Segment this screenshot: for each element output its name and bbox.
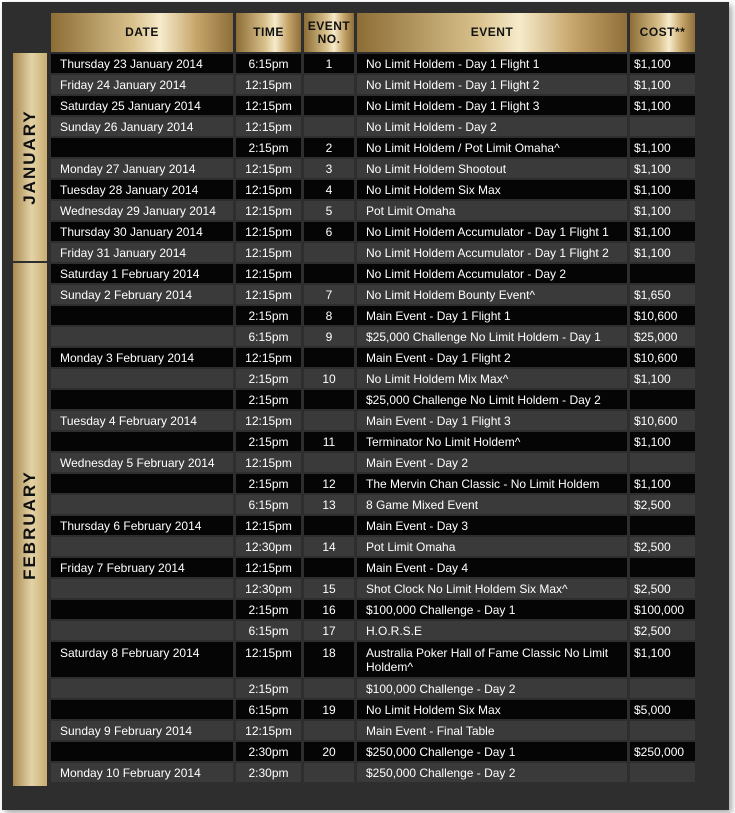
month-label-february <box>13 263 47 786</box>
cell-event-no: 16 <box>304 600 354 619</box>
cell-date <box>51 474 233 493</box>
cell-event: No Limit Holdem Shootout <box>357 159 627 178</box>
cell-date <box>51 432 233 451</box>
cell-time: 6:15pm <box>236 54 301 73</box>
table-row <box>48 431 698 452</box>
cell-event-no <box>304 721 354 740</box>
cell-event-no: 4 <box>304 180 354 199</box>
cell-date: Friday 24 January 2014 <box>51 75 233 94</box>
cell-time: 6:15pm <box>236 621 301 640</box>
cell-cost <box>630 679 695 698</box>
cell-event: No Limit Holdem - Day 1 Flight 2 <box>357 75 627 94</box>
cell-event-no: 8 <box>304 306 354 325</box>
cell-time: 12:15pm <box>236 117 301 136</box>
cell-cost <box>630 117 695 136</box>
table-row <box>48 536 698 557</box>
table-row <box>48 305 698 326</box>
cell-time: 2:15pm <box>236 390 301 409</box>
month-label-january <box>13 53 47 261</box>
cell-event: $250,000 Challenge - Day 2 <box>357 763 627 782</box>
cell-event: No Limit Holdem Mix Max^ <box>357 369 627 388</box>
cell-event-no: 17 <box>304 621 354 640</box>
cell-time: 12:15pm <box>236 222 301 241</box>
cell-date <box>51 621 233 640</box>
cell-event-no: 1 <box>304 54 354 73</box>
table-row <box>48 116 698 137</box>
cell-date: Saturday 1 February 2014 <box>51 264 233 283</box>
cell-event: Main Event - Day 3 <box>357 516 627 535</box>
cell-date: Sunday 2 February 2014 <box>51 285 233 304</box>
cell-cost <box>630 558 695 577</box>
cell-cost: $1,650 <box>630 285 695 304</box>
cell-event-no <box>304 75 354 94</box>
cell-cost: $1,100 <box>630 201 695 220</box>
cell-time: 2:15pm <box>236 474 301 493</box>
cell-event-no <box>304 117 354 136</box>
cell-event: $250,000 Challenge - Day 1 <box>357 742 627 761</box>
cell-cost: $1,100 <box>630 222 695 241</box>
cell-time: 12:15pm <box>236 75 301 94</box>
cell-date: Saturday 25 January 2014 <box>51 96 233 115</box>
cell-time: 12:15pm <box>236 516 301 535</box>
cell-cost: $10,600 <box>630 306 695 325</box>
cell-event-no: 18 <box>304 642 354 677</box>
table-row <box>48 347 698 368</box>
cell-date: Tuesday 28 January 2014 <box>51 180 233 199</box>
cell-date: Wednesday 29 January 2014 <box>51 201 233 220</box>
cell-event: Main Event - Day 1 Flight 2 <box>357 348 627 367</box>
cell-date <box>51 369 233 388</box>
cell-time: 2:15pm <box>236 306 301 325</box>
table-row <box>48 95 698 116</box>
table-row <box>48 53 698 74</box>
table-row <box>48 242 698 263</box>
cell-event-no <box>304 558 354 577</box>
cell-date: Sunday 26 January 2014 <box>51 117 233 136</box>
cell-event: Shot Clock No Limit Holdem Six Max^ <box>357 579 627 598</box>
month-label-text: JANUARY <box>20 109 40 205</box>
table-row <box>48 179 698 200</box>
cell-event: No Limit Holdem - Day 2 <box>357 117 627 136</box>
table-row <box>48 720 698 741</box>
header-cost: COST** <box>630 13 695 52</box>
cell-cost: $10,600 <box>630 411 695 430</box>
cell-event: $100,000 Challenge - Day 2 <box>357 679 627 698</box>
cell-event-no: 19 <box>304 700 354 719</box>
cell-cost <box>630 390 695 409</box>
cell-event: $100,000 Challenge - Day 1 <box>357 600 627 619</box>
cell-time: 2:15pm <box>236 600 301 619</box>
cell-time: 12:15pm <box>236 721 301 740</box>
cell-event: Main Event - Final Table <box>357 721 627 740</box>
cell-date <box>51 138 233 157</box>
cell-time: 12:15pm <box>236 285 301 304</box>
cell-time: 2:30pm <box>236 742 301 761</box>
cell-date <box>51 306 233 325</box>
cell-event: $25,000 Challenge No Limit Holdem - Day 2 <box>357 390 627 409</box>
cell-date: Monday 10 February 2014 <box>51 763 233 782</box>
schedule-table <box>2 2 729 810</box>
cell-time: 12:15pm <box>236 348 301 367</box>
cell-event: Australia Poker Hall of Fame Classic No Limit Holdem^ <box>357 642 627 677</box>
cell-event-no: 2 <box>304 138 354 157</box>
cell-event-no <box>304 348 354 367</box>
cell-event: Pot Limit Omaha <box>357 537 627 556</box>
table-row <box>48 641 698 678</box>
table-row <box>48 557 698 578</box>
table-row <box>48 515 698 536</box>
cell-time: 12:15pm <box>236 264 301 283</box>
table-row <box>48 494 698 515</box>
cell-time: 12:15pm <box>236 411 301 430</box>
cell-cost: $2,500 <box>630 621 695 640</box>
cell-event-no <box>304 96 354 115</box>
cell-event-no <box>304 453 354 472</box>
cell-event: Main Event - Day 4 <box>357 558 627 577</box>
cell-date <box>51 700 233 719</box>
cell-event-no <box>304 763 354 782</box>
cell-event-no: 15 <box>304 579 354 598</box>
cell-cost: $1,100 <box>630 432 695 451</box>
cell-date: Saturday 8 February 2014 <box>51 642 233 677</box>
cell-date <box>51 600 233 619</box>
cell-event-no: 3 <box>304 159 354 178</box>
cell-event: Pot Limit Omaha <box>357 201 627 220</box>
table-row <box>48 74 698 95</box>
cell-event-no <box>304 243 354 262</box>
cell-event-no: 7 <box>304 285 354 304</box>
cell-date <box>51 537 233 556</box>
cell-date <box>51 327 233 346</box>
cell-event: No Limit Holdem Accumulator - Day 1 Flight 2 <box>357 243 627 262</box>
cell-date <box>51 742 233 761</box>
month-label-text: FEBRUARY <box>20 469 40 580</box>
cell-date: Thursday 23 January 2014 <box>51 54 233 73</box>
cell-time: 12:30pm <box>236 537 301 556</box>
cell-cost: $1,100 <box>630 54 695 73</box>
cell-date: Tuesday 4 February 2014 <box>51 411 233 430</box>
cell-cost <box>630 763 695 782</box>
cell-event: No Limit Holdem - Day 1 Flight 1 <box>357 54 627 73</box>
cell-event: No Limit Holdem - Day 1 Flight 3 <box>357 96 627 115</box>
cell-event-no <box>304 679 354 698</box>
cell-time: 12:15pm <box>236 180 301 199</box>
cell-date: Thursday 30 January 2014 <box>51 222 233 241</box>
header-time: TIME <box>236 13 301 52</box>
cell-time: 12:15pm <box>236 159 301 178</box>
cell-time: 12:15pm <box>236 642 301 677</box>
cell-cost: $2,500 <box>630 579 695 598</box>
cell-event: No Limit Holdem Bounty Event^ <box>357 285 627 304</box>
cell-cost: $10,600 <box>630 348 695 367</box>
table-row <box>48 578 698 599</box>
cell-cost: $1,100 <box>630 159 695 178</box>
cell-event: Terminator No Limit Holdem^ <box>357 432 627 451</box>
header-event-no: EVENT NO. <box>304 13 354 52</box>
cell-date: Monday 27 January 2014 <box>51 159 233 178</box>
cell-cost: $1,100 <box>630 138 695 157</box>
cell-time: 2:15pm <box>236 369 301 388</box>
cell-cost: $250,000 <box>630 742 695 761</box>
cell-cost: $1,100 <box>630 75 695 94</box>
table-row <box>48 389 698 410</box>
cell-cost: $1,100 <box>630 642 695 677</box>
table-row <box>48 678 698 699</box>
cell-time: 12:15pm <box>236 201 301 220</box>
cell-time: 12:15pm <box>236 453 301 472</box>
table-row <box>48 326 698 347</box>
table-row <box>48 699 698 720</box>
cell-event: Main Event - Day 2 <box>357 453 627 472</box>
table-row <box>48 741 698 762</box>
cell-cost <box>630 721 695 740</box>
cell-event: No Limit Holdem Six Max <box>357 180 627 199</box>
cell-date: Thursday 6 February 2014 <box>51 516 233 535</box>
cell-date <box>51 495 233 514</box>
cell-event: 8 Game Mixed Event <box>357 495 627 514</box>
table-row <box>48 410 698 431</box>
cell-event: No Limit Holdem Six Max <box>357 700 627 719</box>
cell-cost: $25,000 <box>630 327 695 346</box>
cell-time: 2:15pm <box>236 138 301 157</box>
cell-cost: $1,100 <box>630 474 695 493</box>
table-row <box>48 620 698 641</box>
cell-time: 2:30pm <box>236 763 301 782</box>
cell-date: Monday 3 February 2014 <box>51 348 233 367</box>
cell-event-no: 12 <box>304 474 354 493</box>
table-row <box>48 368 698 389</box>
cell-event: H.O.R.S.E <box>357 621 627 640</box>
cell-date: Sunday 9 February 2014 <box>51 721 233 740</box>
cell-event-no: 14 <box>304 537 354 556</box>
cell-date <box>51 390 233 409</box>
cell-time: 12:15pm <box>236 243 301 262</box>
cell-event: Main Event - Day 1 Flight 1 <box>357 306 627 325</box>
cell-time: 6:15pm <box>236 327 301 346</box>
cell-time: 2:15pm <box>236 432 301 451</box>
cell-cost: $100,000 <box>630 600 695 619</box>
cell-cost: $2,500 <box>630 495 695 514</box>
table-row <box>48 599 698 620</box>
cell-event: Main Event - Day 1 Flight 3 <box>357 411 627 430</box>
cell-cost <box>630 264 695 283</box>
table-row <box>48 221 698 242</box>
cell-time: 6:15pm <box>236 700 301 719</box>
header-event: EVENT <box>357 13 627 52</box>
cell-time: 12:15pm <box>236 558 301 577</box>
cell-event-no <box>304 390 354 409</box>
cell-time: 2:15pm <box>236 679 301 698</box>
cell-cost: $2,500 <box>630 537 695 556</box>
cell-time: 12:30pm <box>236 579 301 598</box>
cell-event-no: 13 <box>304 495 354 514</box>
cell-cost <box>630 453 695 472</box>
table-row <box>48 473 698 494</box>
cell-time: 12:15pm <box>236 96 301 115</box>
cell-event-no <box>304 264 354 283</box>
table-row <box>48 200 698 221</box>
header-date: DATE <box>51 13 233 52</box>
cell-date: Friday 31 January 2014 <box>51 243 233 262</box>
table-row <box>48 452 698 473</box>
cell-event-no <box>304 411 354 430</box>
cell-event-no: 10 <box>304 369 354 388</box>
cell-event-no: 20 <box>304 742 354 761</box>
cell-cost: $1,100 <box>630 96 695 115</box>
cell-event-no: 11 <box>304 432 354 451</box>
table-row <box>48 137 698 158</box>
cell-cost: $1,100 <box>630 243 695 262</box>
cell-event-no: 5 <box>304 201 354 220</box>
table-row <box>48 158 698 179</box>
table-row <box>48 762 698 783</box>
cell-event: The Mervin Chan Classic - No Limit Holdem <box>357 474 627 493</box>
cell-event-no <box>304 516 354 535</box>
table-row <box>48 284 698 305</box>
cell-cost <box>630 516 695 535</box>
cell-event-no: 9 <box>304 327 354 346</box>
table-row <box>48 263 698 284</box>
cell-cost: $5,000 <box>630 700 695 719</box>
cell-cost: $1,100 <box>630 369 695 388</box>
cell-event: No Limit Holdem Accumulator - Day 2 <box>357 264 627 283</box>
cell-date <box>51 579 233 598</box>
cell-time: 6:15pm <box>236 495 301 514</box>
cell-event: No Limit Holdem / Pot Limit Omaha^ <box>357 138 627 157</box>
cell-event: $25,000 Challenge No Limit Holdem - Day 1 <box>357 327 627 346</box>
cell-event: No Limit Holdem Accumulator - Day 1 Flight 1 <box>357 222 627 241</box>
cell-date: Wednesday 5 February 2014 <box>51 453 233 472</box>
cell-date: Friday 7 February 2014 <box>51 558 233 577</box>
cell-cost: $1,100 <box>630 180 695 199</box>
cell-date <box>51 679 233 698</box>
cell-event-no: 6 <box>304 222 354 241</box>
table-header <box>48 13 698 52</box>
